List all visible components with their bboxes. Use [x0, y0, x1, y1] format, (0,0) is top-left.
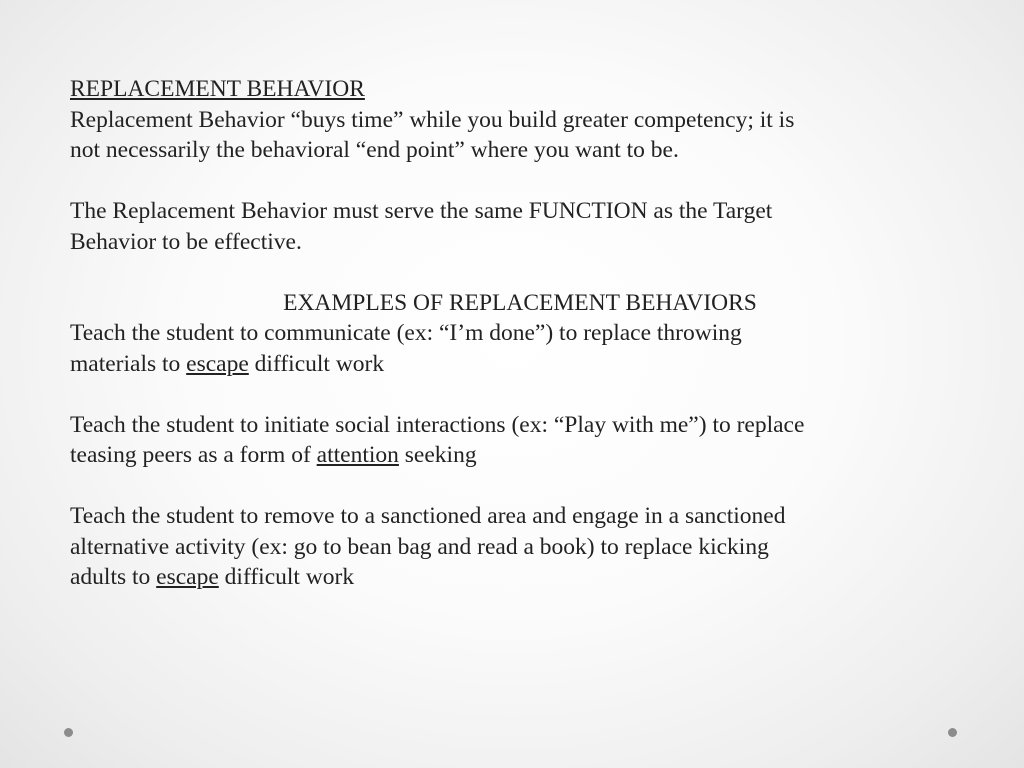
spacer — [70, 379, 970, 410]
slide-body — [70, 74, 970, 593]
spacer — [70, 471, 970, 502]
spacer — [70, 166, 970, 197]
decorative-dot-icon — [64, 728, 73, 737]
slide-heading: REPLACEMENT BEHAVIOR — [70, 76, 365, 102]
example-line: Teach the student to communicate (ex: “I’m done”) to replace throwing — [70, 320, 742, 346]
examples-heading: EXAMPLES OF REPLACEMENT BEHAVIORS — [283, 289, 757, 316]
example-line: Teach the student to initiate social interactions (ex: “Play with me”) to replace — [70, 411, 805, 438]
example-text: materials to — [70, 350, 187, 377]
example-text: seeking — [398, 442, 477, 468]
example-line — [70, 349, 970, 380]
example-keyword: escape — [186, 350, 249, 377]
example-line: Teach the student to remove to a sanctioned area and engage in a sanctioned — [70, 503, 786, 529]
spacer — [70, 257, 970, 288]
example-item — [70, 410, 970, 471]
example-keyword: attention — [316, 442, 399, 468]
function-line-1: The Replacement Behavior must serve the same FUNCTION as the Target — [70, 198, 773, 224]
decorative-dot-icon — [948, 728, 957, 737]
example-item — [70, 318, 970, 379]
intro-line-1: Replacement Behavior “buys time” while you build greater competency; it is — [70, 106, 795, 133]
example-line: alternative activity (ex: go to bean bag and read a book) to replace kicking — [70, 533, 769, 560]
function-line-2: Behavior to be effective. — [70, 228, 302, 255]
intro-line-2: not necessarily the behavioral “end point” where you want to be. — [70, 137, 679, 163]
example-line — [70, 440, 970, 471]
example-keyword: escape — [156, 564, 219, 590]
example-text: difficult work — [248, 350, 385, 377]
example-line — [70, 562, 970, 593]
example-text: adults to — [70, 564, 157, 590]
example-text: difficult work — [218, 564, 355, 590]
example-text: teasing peers as a form of — [70, 442, 317, 468]
example-item — [70, 501, 970, 593]
